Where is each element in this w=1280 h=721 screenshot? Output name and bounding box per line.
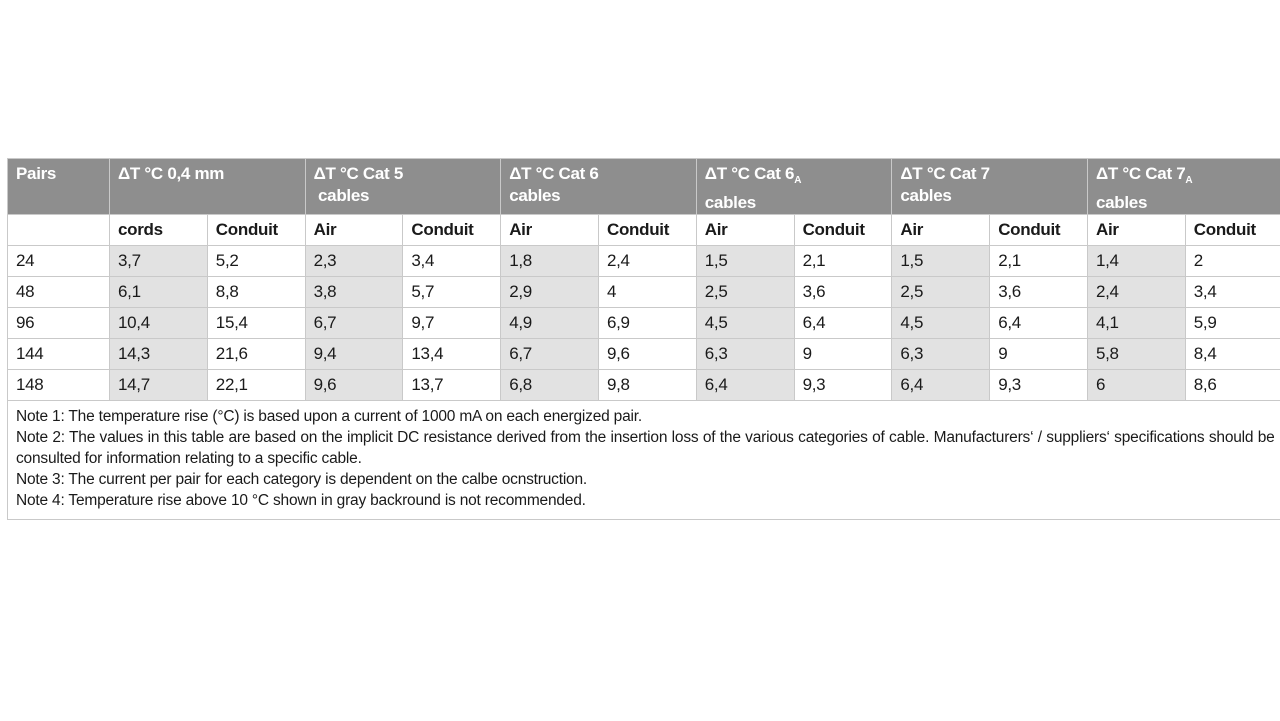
value-cell: 6 <box>1087 370 1185 401</box>
value-cell: 9,6 <box>598 339 696 370</box>
subheader-cell: Conduit <box>403 215 501 246</box>
value-cell: 9,7 <box>403 308 501 339</box>
value-cell: 6,9 <box>598 308 696 339</box>
value-cell: 9 <box>794 339 892 370</box>
table-row <box>8 308 1280 339</box>
value-cell: 9,3 <box>794 370 892 401</box>
group-label-subscript: A <box>1185 175 1193 186</box>
value-cell: 4 <box>598 277 696 308</box>
group-header-cat6 <box>501 159 697 215</box>
table-row <box>8 370 1280 401</box>
value-cell: 6,7 <box>305 308 403 339</box>
subheader-blank <box>8 215 110 246</box>
group-header-row <box>8 159 1280 215</box>
subheader-cell: Conduit <box>794 215 892 246</box>
subheader-cell: Air <box>696 215 794 246</box>
note-text: Note 2: The values in this table are based on the implicit DC resistance derived from the insertion loss of the various categories of cable. Manufacturers‘ / suppliers‘ specifications should be consulted for information relating to a specific cable. <box>16 429 1275 467</box>
value-cell: 4,5 <box>892 308 990 339</box>
pairs-cell: 48 <box>8 277 110 308</box>
value-cell: 8,4 <box>1185 339 1280 370</box>
group-header-0-4mm <box>110 159 306 215</box>
note-text: Note 1: The temperature rise (°C) is based upon a current of 1000 mA on each energized pair. <box>16 408 642 425</box>
value-cell: 14,7 <box>110 370 208 401</box>
value-cell: 2,9 <box>501 277 599 308</box>
value-cell: 15,4 <box>207 308 305 339</box>
value-cell: 4,1 <box>1087 308 1185 339</box>
group-label-line2: cables <box>1095 193 1148 212</box>
pairs-cell: 24 <box>8 246 110 277</box>
value-cell: 2,3 <box>305 246 403 277</box>
subheader-row <box>8 215 1280 246</box>
group-header-cat7a <box>1087 159 1280 215</box>
group-label: ΔT °C 0,4 mm <box>118 164 225 183</box>
value-cell: 9 <box>990 339 1088 370</box>
group-label-line2: cables <box>900 186 952 205</box>
value-cell: 6,1 <box>110 277 208 308</box>
group-label: ΔT °C Cat 7 <box>1095 164 1186 183</box>
subheader-cell: Conduit <box>1185 215 1280 246</box>
value-cell: 6,4 <box>794 308 892 339</box>
note-text: Note 3: The current per pair for each category is dependent on the calbe ocnstruction. <box>16 471 588 488</box>
value-cell: 6,4 <box>892 370 990 401</box>
value-cell: 3,8 <box>305 277 403 308</box>
subheader-cell: Air <box>892 215 990 246</box>
value-cell: 13,7 <box>403 370 501 401</box>
pairs-cell: 144 <box>8 339 110 370</box>
value-cell: 2,4 <box>1087 277 1185 308</box>
subheader-cell: Conduit <box>207 215 305 246</box>
group-header-cat6a <box>696 159 892 215</box>
group-header-cat5 <box>305 159 501 215</box>
subheader-cell: cords <box>110 215 208 246</box>
note-text: Note 4: Temperature rise above 10 °C shown in gray backround is not recommended. <box>16 492 586 509</box>
value-cell: 3,4 <box>403 246 501 277</box>
group-label-line2: cables <box>313 186 370 205</box>
value-cell: 5,9 <box>1185 308 1280 339</box>
group-label: ΔT °C Cat 5 <box>313 164 403 183</box>
subheader-cell: Air <box>501 215 599 246</box>
table-row <box>8 339 1280 370</box>
value-cell: 3,7 <box>110 246 208 277</box>
value-cell: 3,4 <box>1185 277 1280 308</box>
group-label: ΔT °C Cat 7 <box>900 164 990 183</box>
table-body <box>8 246 1280 401</box>
subheader-cell: Air <box>305 215 403 246</box>
value-cell: 8,6 <box>1185 370 1280 401</box>
value-cell: 3,6 <box>990 277 1088 308</box>
subheader-cell: Conduit <box>598 215 696 246</box>
value-cell: 14,3 <box>110 339 208 370</box>
subheader-cell: Air <box>1087 215 1185 246</box>
value-cell: 22,1 <box>207 370 305 401</box>
value-cell: 1,4 <box>1087 246 1185 277</box>
value-cell: 10,4 <box>110 308 208 339</box>
value-cell: 6,3 <box>892 339 990 370</box>
value-cell: 6,4 <box>696 370 794 401</box>
pairs-cell: 148 <box>8 370 110 401</box>
group-label: ΔT °C Cat 6 <box>509 164 599 183</box>
subheader-cell: Conduit <box>990 215 1088 246</box>
value-cell: 2,1 <box>794 246 892 277</box>
value-cell: 2,5 <box>892 277 990 308</box>
value-cell: 9,6 <box>305 370 403 401</box>
value-cell: 2 <box>1185 246 1280 277</box>
pairs-cell: 96 <box>8 308 110 339</box>
value-cell: 6,3 <box>696 339 794 370</box>
value-cell: 13,4 <box>403 339 501 370</box>
value-cell: 6,8 <box>501 370 599 401</box>
value-cell: 2,5 <box>696 277 794 308</box>
group-header-cat7 <box>892 159 1088 215</box>
value-cell: 9,3 <box>990 370 1088 401</box>
value-cell: 5,7 <box>403 277 501 308</box>
value-cell: 1,5 <box>892 246 990 277</box>
value-cell: 5,2 <box>207 246 305 277</box>
value-cell: 9,4 <box>305 339 403 370</box>
group-label-line2: cables <box>509 186 561 205</box>
group-label: ΔT °C Cat 6 <box>704 164 795 183</box>
value-cell: 9,8 <box>598 370 696 401</box>
pairs-header: Pairs <box>8 159 110 215</box>
value-cell: 4,9 <box>501 308 599 339</box>
value-cell: 2,4 <box>598 246 696 277</box>
notes-row <box>8 401 1280 520</box>
value-cell: 1,5 <box>696 246 794 277</box>
value-cell: 6,4 <box>990 308 1088 339</box>
group-label-line2: cables <box>704 193 756 212</box>
value-cell: 21,6 <box>207 339 305 370</box>
value-cell: 3,6 <box>794 277 892 308</box>
group-label-subscript: A <box>794 175 802 186</box>
notes-cell <box>8 401 1280 520</box>
table-row <box>8 246 1280 277</box>
value-cell: 1,8 <box>501 246 599 277</box>
value-cell: 5,8 <box>1087 339 1185 370</box>
value-cell: 8,8 <box>207 277 305 308</box>
table-row <box>8 277 1280 308</box>
cable-temperature-table <box>7 158 1280 520</box>
value-cell: 4,5 <box>696 308 794 339</box>
cable-temperature-table-container <box>7 158 1275 520</box>
value-cell: 2,1 <box>990 246 1088 277</box>
value-cell: 6,7 <box>501 339 599 370</box>
